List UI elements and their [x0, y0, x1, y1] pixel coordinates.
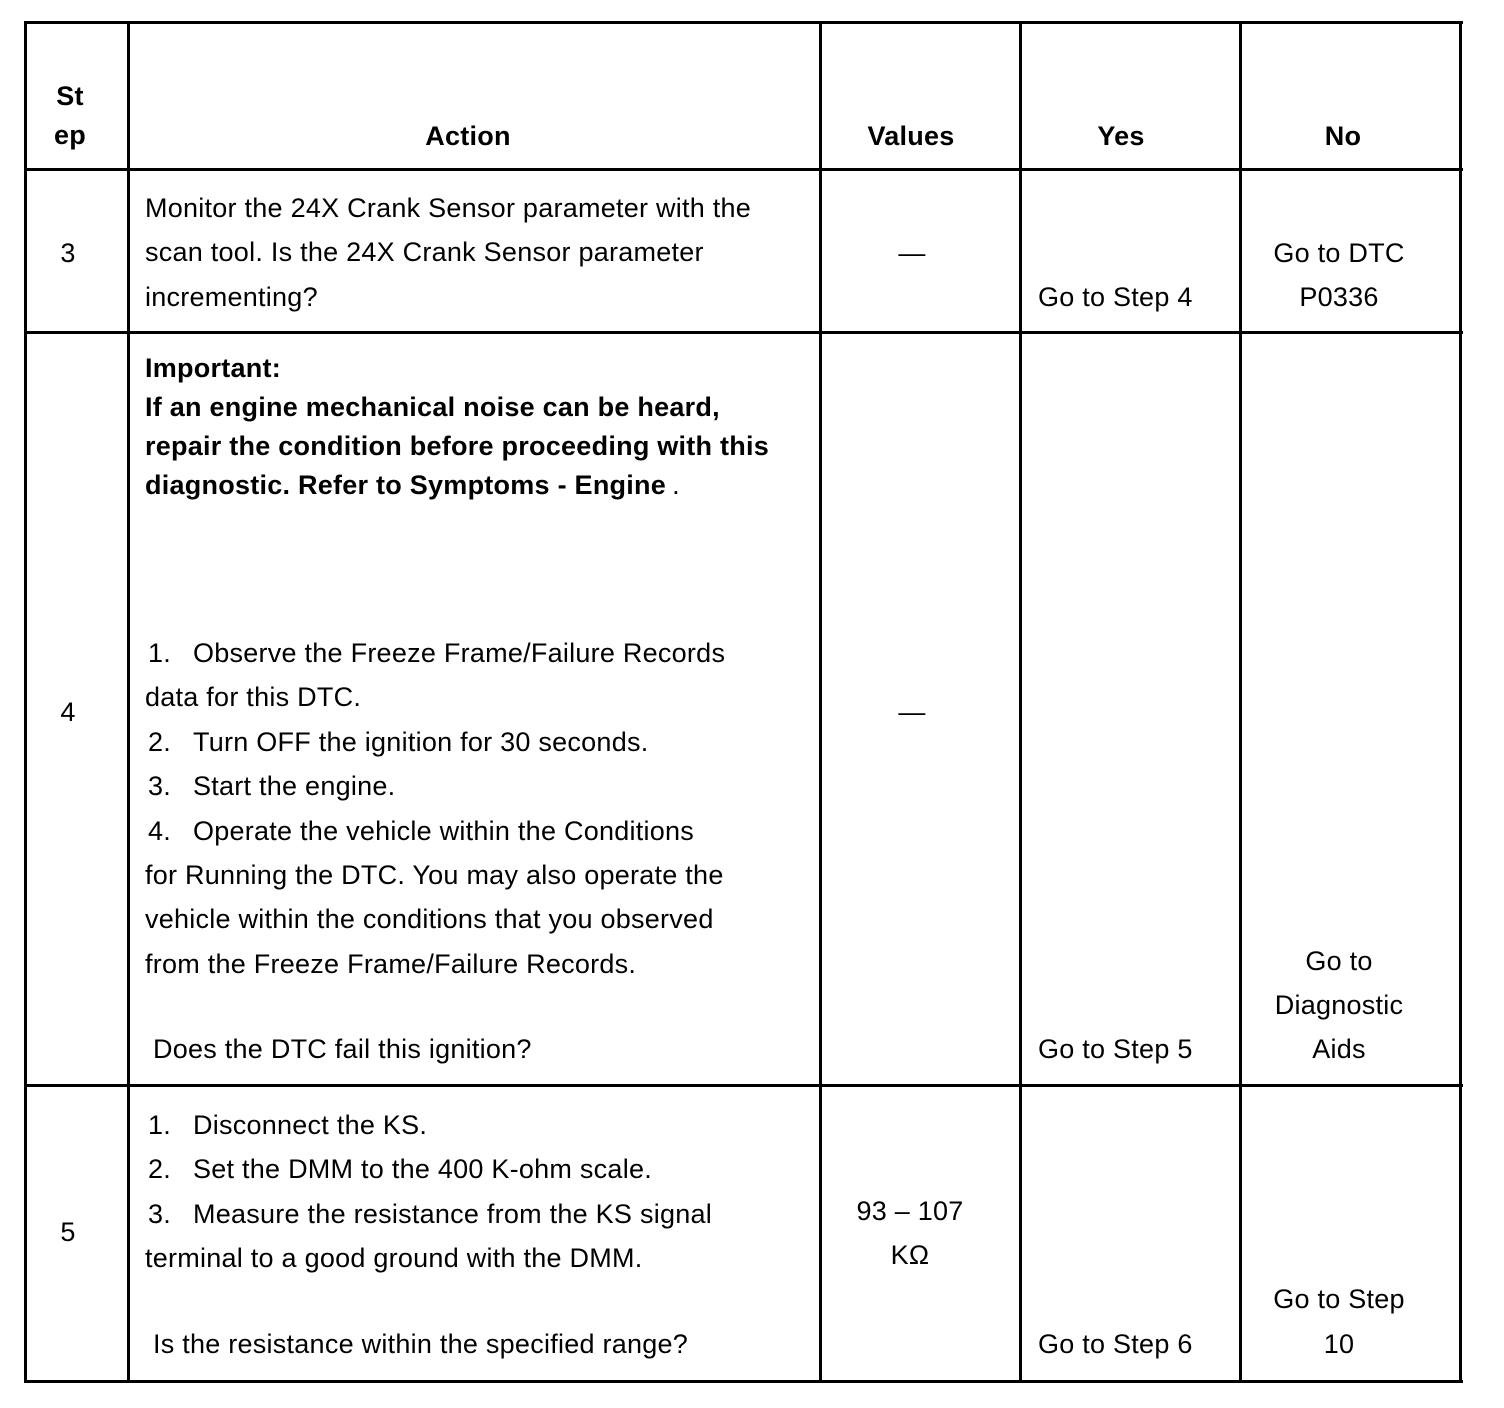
procedure-step	[145, 1103, 712, 1147]
procedure-text: Disconnect the KS.	[193, 1110, 428, 1140]
row-5-step: 5	[60, 1217, 76, 1247]
header-step	[25, 77, 115, 155]
procedure-continuation: vehicle within the conditions that you observed	[145, 904, 714, 935]
row-5-question: Is the resistance within the specified range?	[153, 1329, 689, 1359]
procedure-continuation: for Running the DTC. You may also operate the	[145, 860, 724, 891]
header-step-line-1: St	[56, 81, 84, 111]
row-4-no-line: Go to	[1305, 946, 1373, 976]
row-3-action-line: Monitor the 24X Crank Sensor parameter with the	[145, 193, 752, 223]
row-3-action	[145, 186, 751, 319]
procedure-step	[145, 809, 725, 853]
table-border-row-3-bottom	[24, 331, 1463, 334]
table-border-top	[24, 21, 1463, 24]
procedure-number: 1.	[148, 1110, 172, 1140]
important-line	[145, 466, 769, 505]
important-line-text: diagnostic. Refer to Symptoms - Engine	[145, 470, 667, 500]
row-3-no-line: P0336	[1299, 282, 1379, 312]
row-3-step: 3	[60, 238, 76, 268]
procedure-text: Set the DMM to the 400 K-ohm scale.	[193, 1154, 652, 1185]
table-border-row-4-bottom	[24, 1084, 1463, 1087]
procedure-text: Start the engine.	[193, 771, 396, 802]
procedure-step	[145, 631, 725, 675]
procedure-step	[145, 1192, 712, 1236]
row-4-question: Does the DTC fail this ignition?	[153, 1034, 532, 1064]
procedure-text: Observe the Freeze Frame/Failure Records	[193, 638, 726, 668]
important-end-mark: .	[672, 470, 680, 500]
row-3-no	[1240, 231, 1438, 319]
header-yes: Yes	[1097, 121, 1145, 151]
row-4-procedure	[145, 631, 725, 986]
important-line: If an engine mechanical noise can be heard,	[145, 392, 720, 422]
procedure-number: 2.	[148, 1154, 172, 1185]
procedure-number: 2.	[148, 726, 172, 757]
procedure-number: 3.	[148, 1198, 172, 1229]
row-5-values	[820, 1189, 1000, 1277]
row-4-no-line: Aids	[1312, 1034, 1366, 1064]
procedure-text: Operate the vehicle within the Conditions	[193, 815, 695, 846]
table-border-bottom	[24, 1380, 1463, 1383]
header-values: Values	[867, 121, 955, 151]
table-border-yes-no	[1239, 21, 1242, 1383]
procedure-continuation: data for this DTC.	[145, 682, 362, 713]
row-4-no	[1240, 939, 1438, 1071]
procedure-continuation: from the Freeze Frame/Failure Records.	[145, 948, 637, 979]
row-4-step: 4	[60, 697, 76, 727]
row-5-yes: Go to Step 6	[1038, 1329, 1193, 1359]
important-line: repair the condition before proceeding with this	[145, 431, 770, 461]
header-step-line-2: ep	[53, 120, 86, 150]
row-5-procedure	[145, 1103, 712, 1281]
row-4-yes: Go to Step 5	[1038, 1034, 1193, 1064]
row-3-action-line: scan tool. Is the 24X Crank Sensor parameter	[145, 237, 704, 268]
procedure-text: Measure the resistance from the KS signal	[193, 1198, 712, 1229]
table-border-right	[1459, 21, 1462, 1383]
header-no: No	[1324, 121, 1362, 151]
header-action: Action	[425, 121, 511, 151]
row-3-no-line: Go to DTC	[1273, 238, 1405, 268]
row-3-yes: Go to Step 4	[1038, 282, 1193, 312]
procedure-step	[145, 720, 725, 764]
row-5-no-line: Go to Step	[1273, 1284, 1405, 1314]
row-4-no-line: Diagnostic	[1274, 990, 1404, 1020]
procedure-text: Turn OFF the ignition for 30 seconds.	[193, 726, 649, 757]
procedure-continuation: terminal to a good ground with the DMM.	[145, 1243, 643, 1274]
row-3-value-line: —	[898, 238, 926, 268]
row-5-value-line: KΩ	[890, 1240, 930, 1270]
procedure-step	[145, 764, 725, 808]
row-5-value-line: 93 – 107	[856, 1196, 964, 1226]
row-5-no	[1240, 1277, 1438, 1366]
important-label: Important:	[145, 353, 281, 383]
table-border-values-yes	[1019, 21, 1022, 1383]
row-3-action-line: incrementing?	[145, 281, 318, 312]
procedure-number: 4.	[148, 815, 172, 846]
procedure-step	[145, 1147, 712, 1191]
row-4-value-line: —	[898, 697, 926, 727]
row-4-values	[820, 690, 1004, 734]
row-4-important-note	[145, 349, 769, 505]
row-5-no-line: 10	[1323, 1328, 1355, 1359]
procedure-number: 3.	[148, 771, 172, 802]
table-border-header-bottom	[24, 168, 1463, 171]
procedure-number: 1.	[148, 638, 172, 668]
table-border-step-action	[127, 21, 130, 1383]
row-3-values	[820, 231, 1004, 275]
